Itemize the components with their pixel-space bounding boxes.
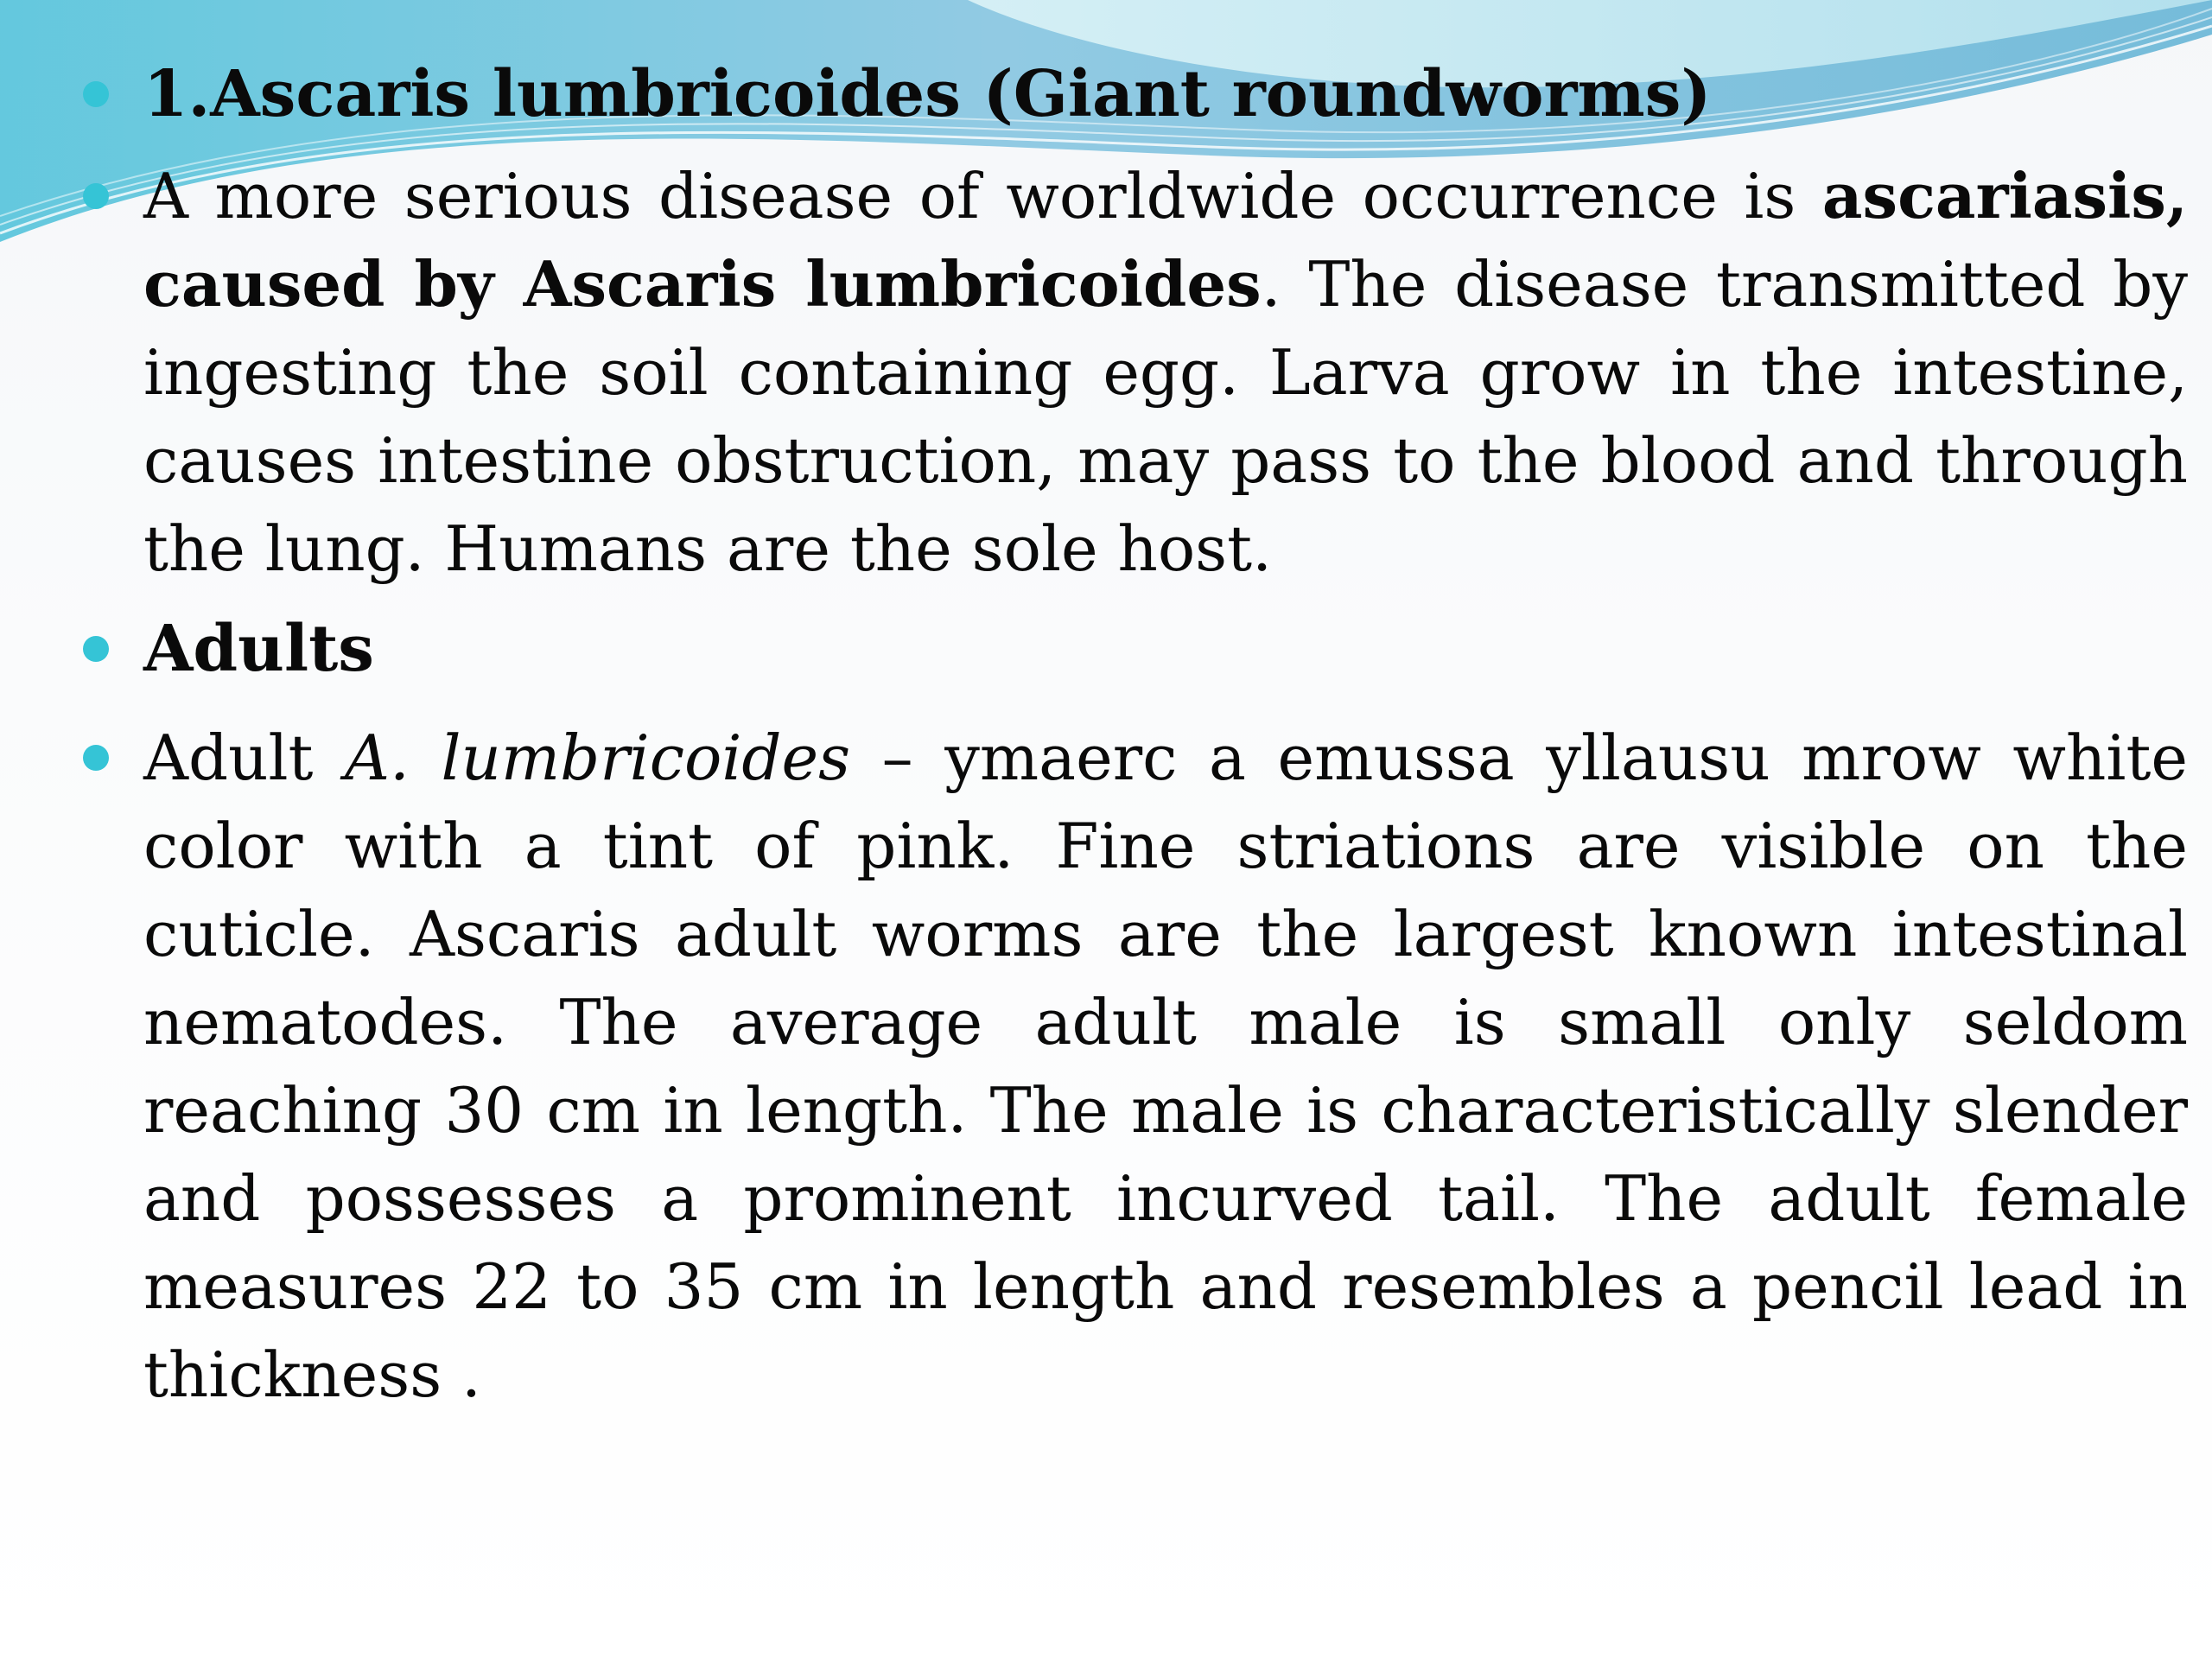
disease-bold-term: ascariasis, caused by Ascaris lumbricoides bbox=[143, 159, 2188, 321]
bullet-dot bbox=[83, 745, 109, 771]
section-heading-adults: Adults bbox=[143, 612, 374, 686]
adults-italic-species: A. lumbricoides bbox=[345, 721, 851, 794]
slide-title: 1.Ascaris lumbricoides (Giant roundworms) bbox=[143, 57, 1712, 131]
bullet-dot bbox=[83, 183, 109, 209]
adults-paragraph bbox=[143, 714, 2188, 1419]
bullet-dot bbox=[83, 81, 109, 107]
bullet-dot bbox=[83, 636, 109, 662]
adults-text-end: – ymaerc a emussa yllausu mrow white color with a tint of pink. Fine striations are visible on the cuticle. Ascaris adult worms are the largest known intestinal nematodes. The average adult male is small only seldom reaching 30 cm in length. The male is characteristically slender and possesses a prominent incurved tail. The adult female measures 22 to 35 cm in length and resembles a pencil lead in thickness . bbox=[143, 721, 2188, 1411]
disease-text-end: . The disease transmitted by ingesting the soil containing egg. Larva grow in the intestine, causes intestine obstruction, may pass to the blood and through the lung. Humans are the sole host. bbox=[143, 248, 2189, 585]
adults-text-start: Adult bbox=[143, 721, 346, 794]
disease-text-start: A more serious disease of worldwide occurrence is bbox=[143, 160, 1822, 232]
disease-paragraph bbox=[143, 152, 2188, 593]
